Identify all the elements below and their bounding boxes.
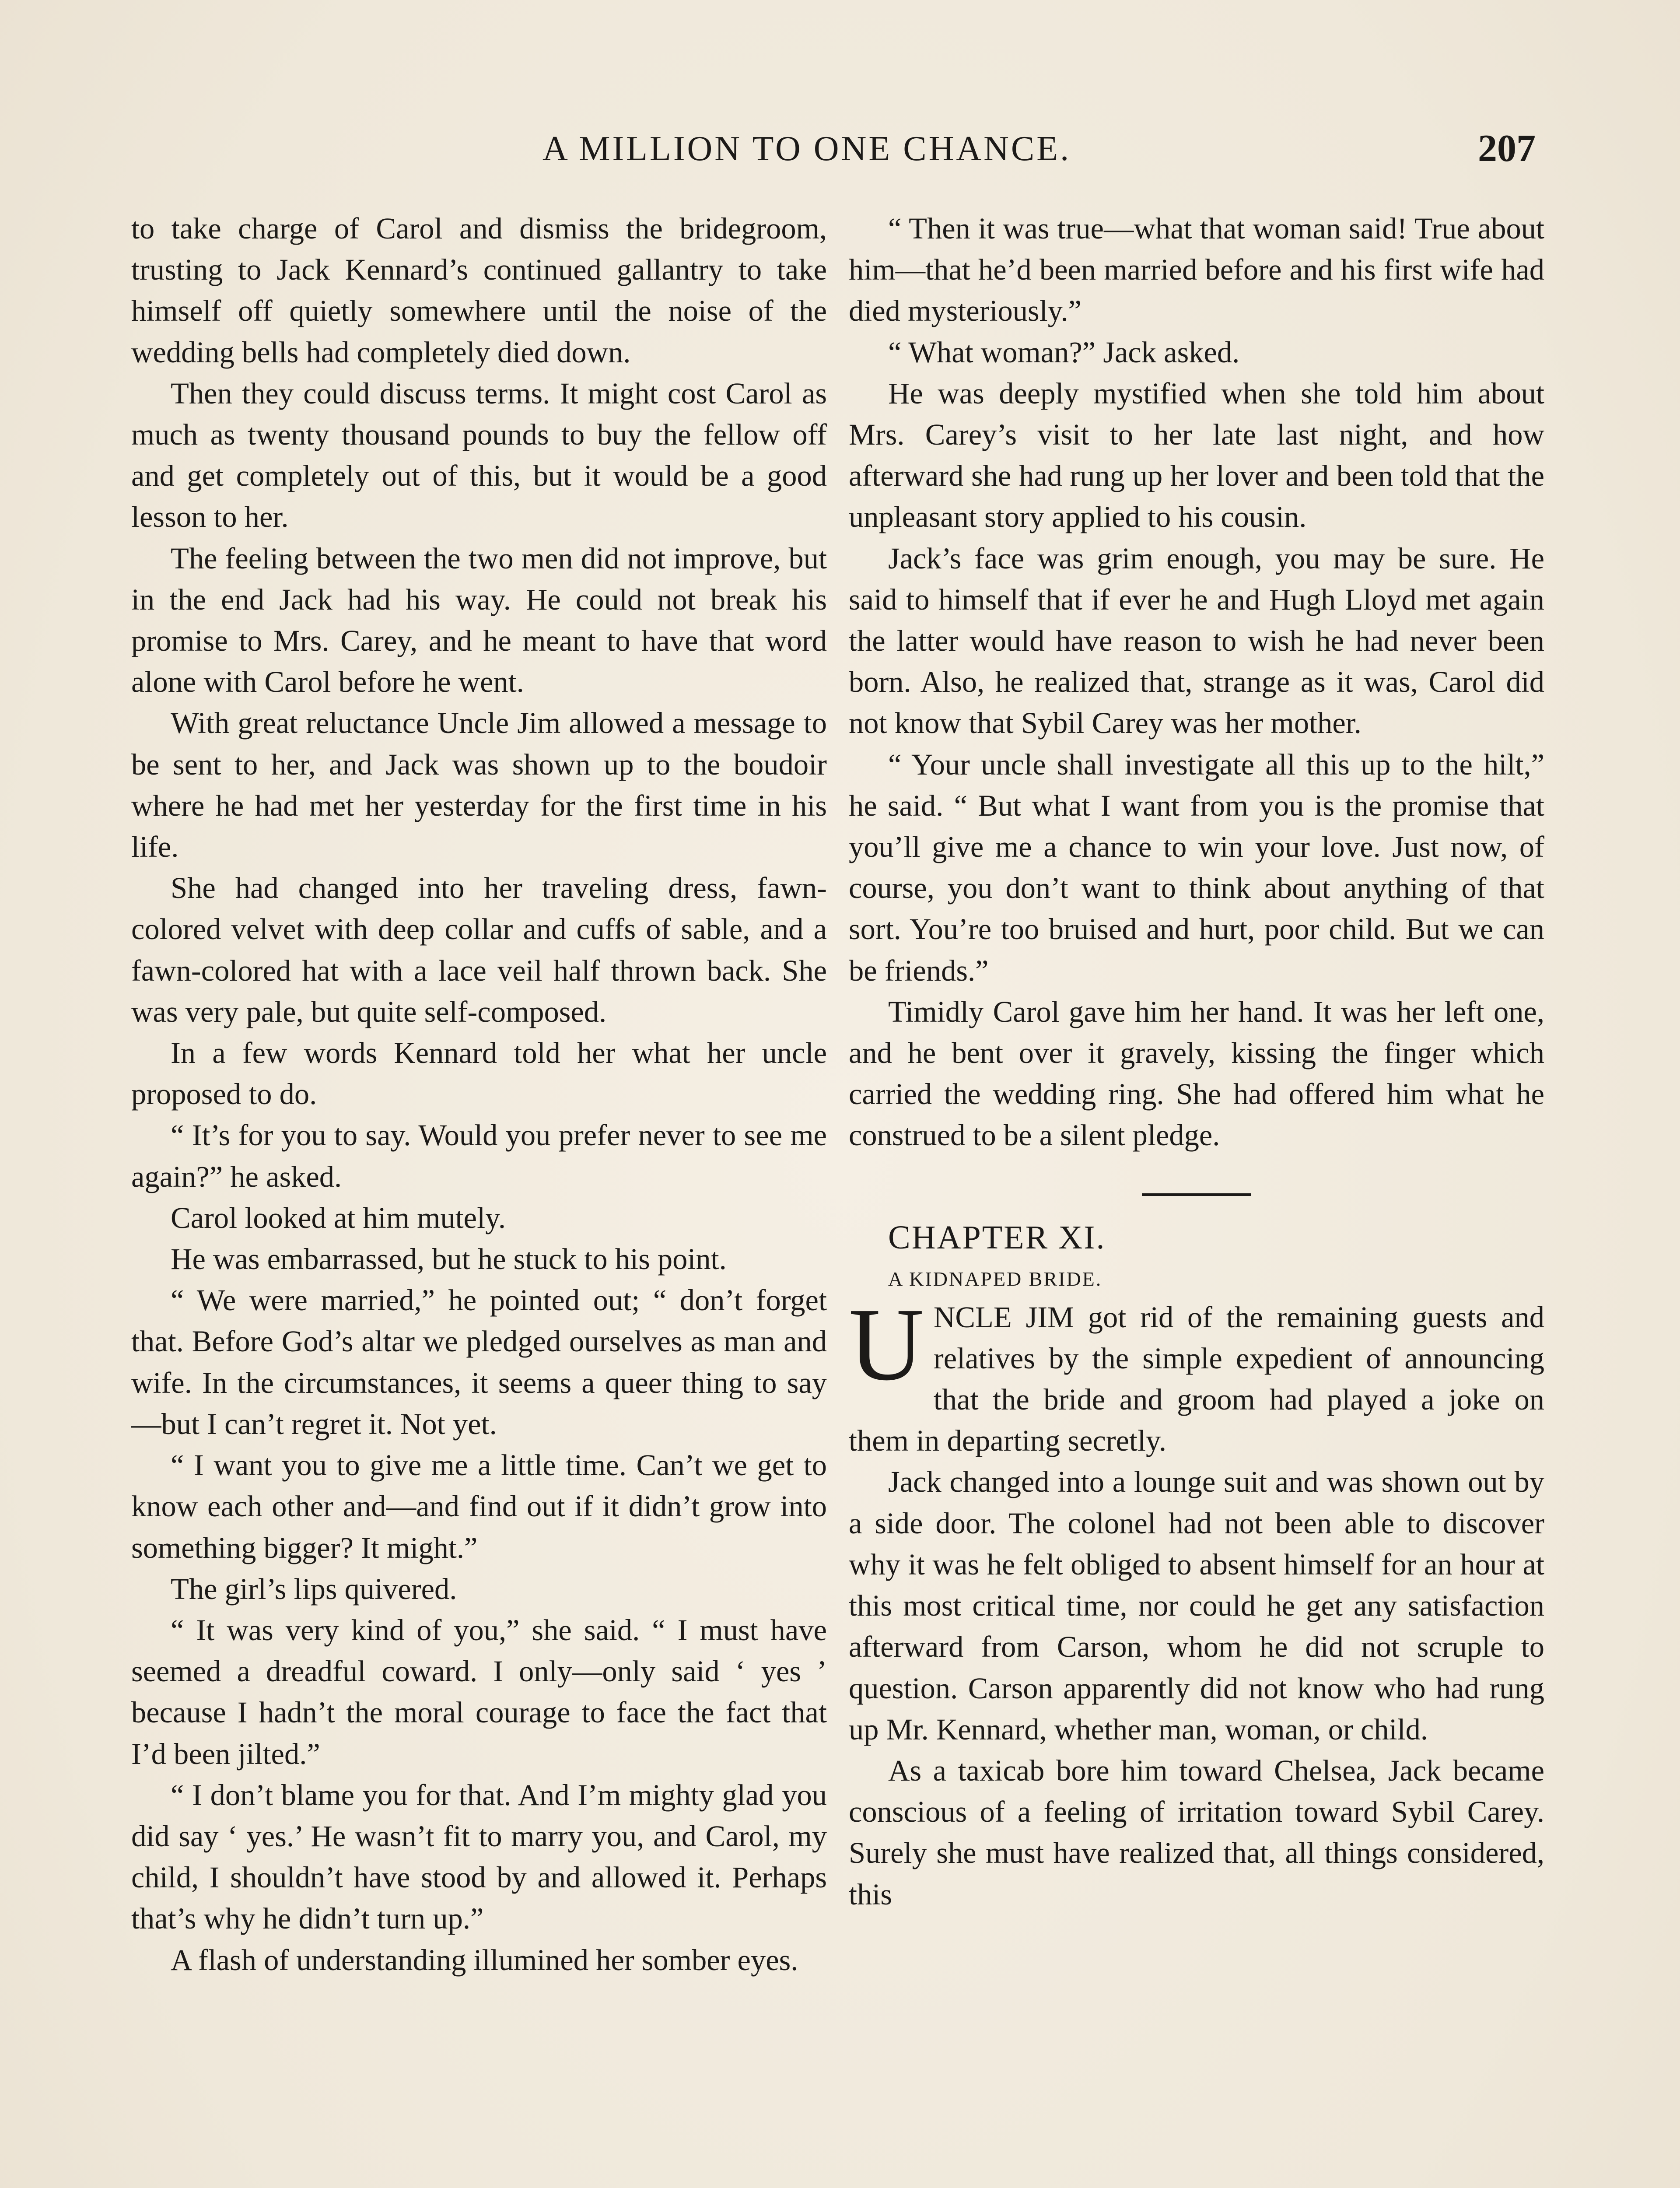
paragraph: A flash of understanding illumined her somber eyes. <box>171 1943 798 1977</box>
chapter-subtitle: A KIDNAPED BRIDE. <box>888 1267 1102 1290</box>
paragraph: “ I don’t blame you for that. And I’m mighty glad you did say ‘ yes.’ He wasn’t fit to marry you, and Carol, my child, I shouldn’t have stood by and allowed it. Perhaps that’s why he didn’t turn up.” <box>131 1778 827 1936</box>
paragraph: With great reluctance Uncle Jim allowed a message to be sent to her, and Jack was shown up to the boudoir where he had met her yesterday for the first time in his life. <box>131 706 827 864</box>
paragraph: “ It’s for you to say. Would you prefer never to see me again?” he asked. <box>131 1119 827 1193</box>
paragraph: “ Then it was true—what that woman said! True about him—that he’d been married before and his first wife had died mysteriously.” <box>849 212 1544 328</box>
paragraph: In a few words Kennard told her what her uncle proposed to do. <box>131 1036 827 1111</box>
paragraph: Timidly Carol gave him her hand. It was her left one, and he bent over it gravely, kissing the finger which carried the wedding ring. She had offered him what he construed to be a silent pledge. <box>849 995 1544 1152</box>
paragraph: The girl’s lips quivered. <box>171 1572 457 1606</box>
chapter-title: CHAPTER XI. <box>888 1219 1106 1256</box>
paragraph: He was deeply mystified when she told him about Mrs. Carey’s visit to her late last night, and how afterward she had rung up her lover and been told that the unpleasant story applied to his cousin. <box>849 376 1544 534</box>
page-number: 207 <box>1478 127 1536 170</box>
paragraph: She had changed into her traveling dress, fawn-colored velvet with deep collar and cuffs of sable, and a fawn-colored hat with a lace veil half thrown back. She was very pale, but quite self-composed. <box>131 871 827 1028</box>
paragraph: “ What woman?” Jack asked. <box>888 335 1240 369</box>
paragraph: “ It was very kind of you,” she said. “ I must have seemed a dreadful coward. I only—only said ‘ yes ’ because I hadn’t the moral courage to face the fact that I’d been jilted.” <box>131 1613 827 1771</box>
chapter-opening-paragraph <box>849 1287 1544 1462</box>
left-column <box>131 208 827 1981</box>
drop-cap: U <box>849 1287 924 1402</box>
paragraph: “ Your uncle shall investigate all this up to the hilt,” he said. “ But what I want from you is the promise that you’ll give me a chance to win your love. Just now, of course, you don’t want to think about anything of that sort. You’re too bruised and hurt, poor child. But we can be friends.” <box>849 747 1544 987</box>
paragraph: He was embarrassed, but he stuck to his point. <box>171 1242 727 1276</box>
page-header <box>131 125 1536 173</box>
opening-text: NCLE JIM got rid of the remaining guests and relatives by the simple expedient of announcing that the bride and groom had played a joke on them in departing secretly. <box>849 1300 1544 1458</box>
section-divider <box>1142 1193 1251 1196</box>
running-title: A MILLION TO ONE CHANCE. <box>542 130 1071 168</box>
paragraph: “ I want you to give me a little time. Can’t we get to know each other and—and find out if it didn’t grow into something bigger? It might.” <box>131 1448 827 1564</box>
paragraph: “ We were married,” he pointed out; “ don’t forget that. Before God’s altar we pledged ourselves as man and wife. In the circumstances, it seems a queer thing to say—but I can’t regret it. Not yet. <box>131 1283 827 1441</box>
paragraph: Carol looked at him mutely. <box>171 1201 506 1234</box>
paragraph: As a taxicab bore him toward Chelsea, Jack became conscious of a feeling of irritation toward Sybil Carey. Surely she must have realized that, all things considered, this <box>849 1753 1544 1911</box>
paragraph: The feeling between the two men did not improve, but in the end Jack had his way. He could not break his promise to Mrs. Carey, and he meant to have that word alone with Carol before he went. <box>131 541 827 699</box>
paragraph: Jack’s face was grim enough, you may be sure. He said to himself that if ever he and Hugh Lloyd met again the latter would have reason to wish he had never been born. Also, he realized that, strange as it was, Carol did not know that Sybil Carey was her mother. <box>849 541 1544 740</box>
paragraph: Jack changed into a lounge suit and was shown out by a side door. The colonel had not been able to discover why it was he felt obliged to absent himself for an hour at this most critical time, nor could he get any satisfaction afterward from Carson, whom he did not scruple to question. Carson apparently did not know who had rung up Mr. Kennard, whether man, woman, or child. <box>849 1465 1544 1746</box>
paragraph: Then they could discuss terms. It might cost Carol as much as twenty thousand pounds to buy the fellow off and get completely out of this, but it would be a good lesson to her. <box>131 376 827 534</box>
paragraph: to take charge of Carol and dismiss the bridegroom, trusting to Jack Kennard’s continued gallantry to take himself off quietly somewhere until the noise of the wedding bells had completely died down. <box>131 212 827 369</box>
right-column <box>849 208 1544 1915</box>
